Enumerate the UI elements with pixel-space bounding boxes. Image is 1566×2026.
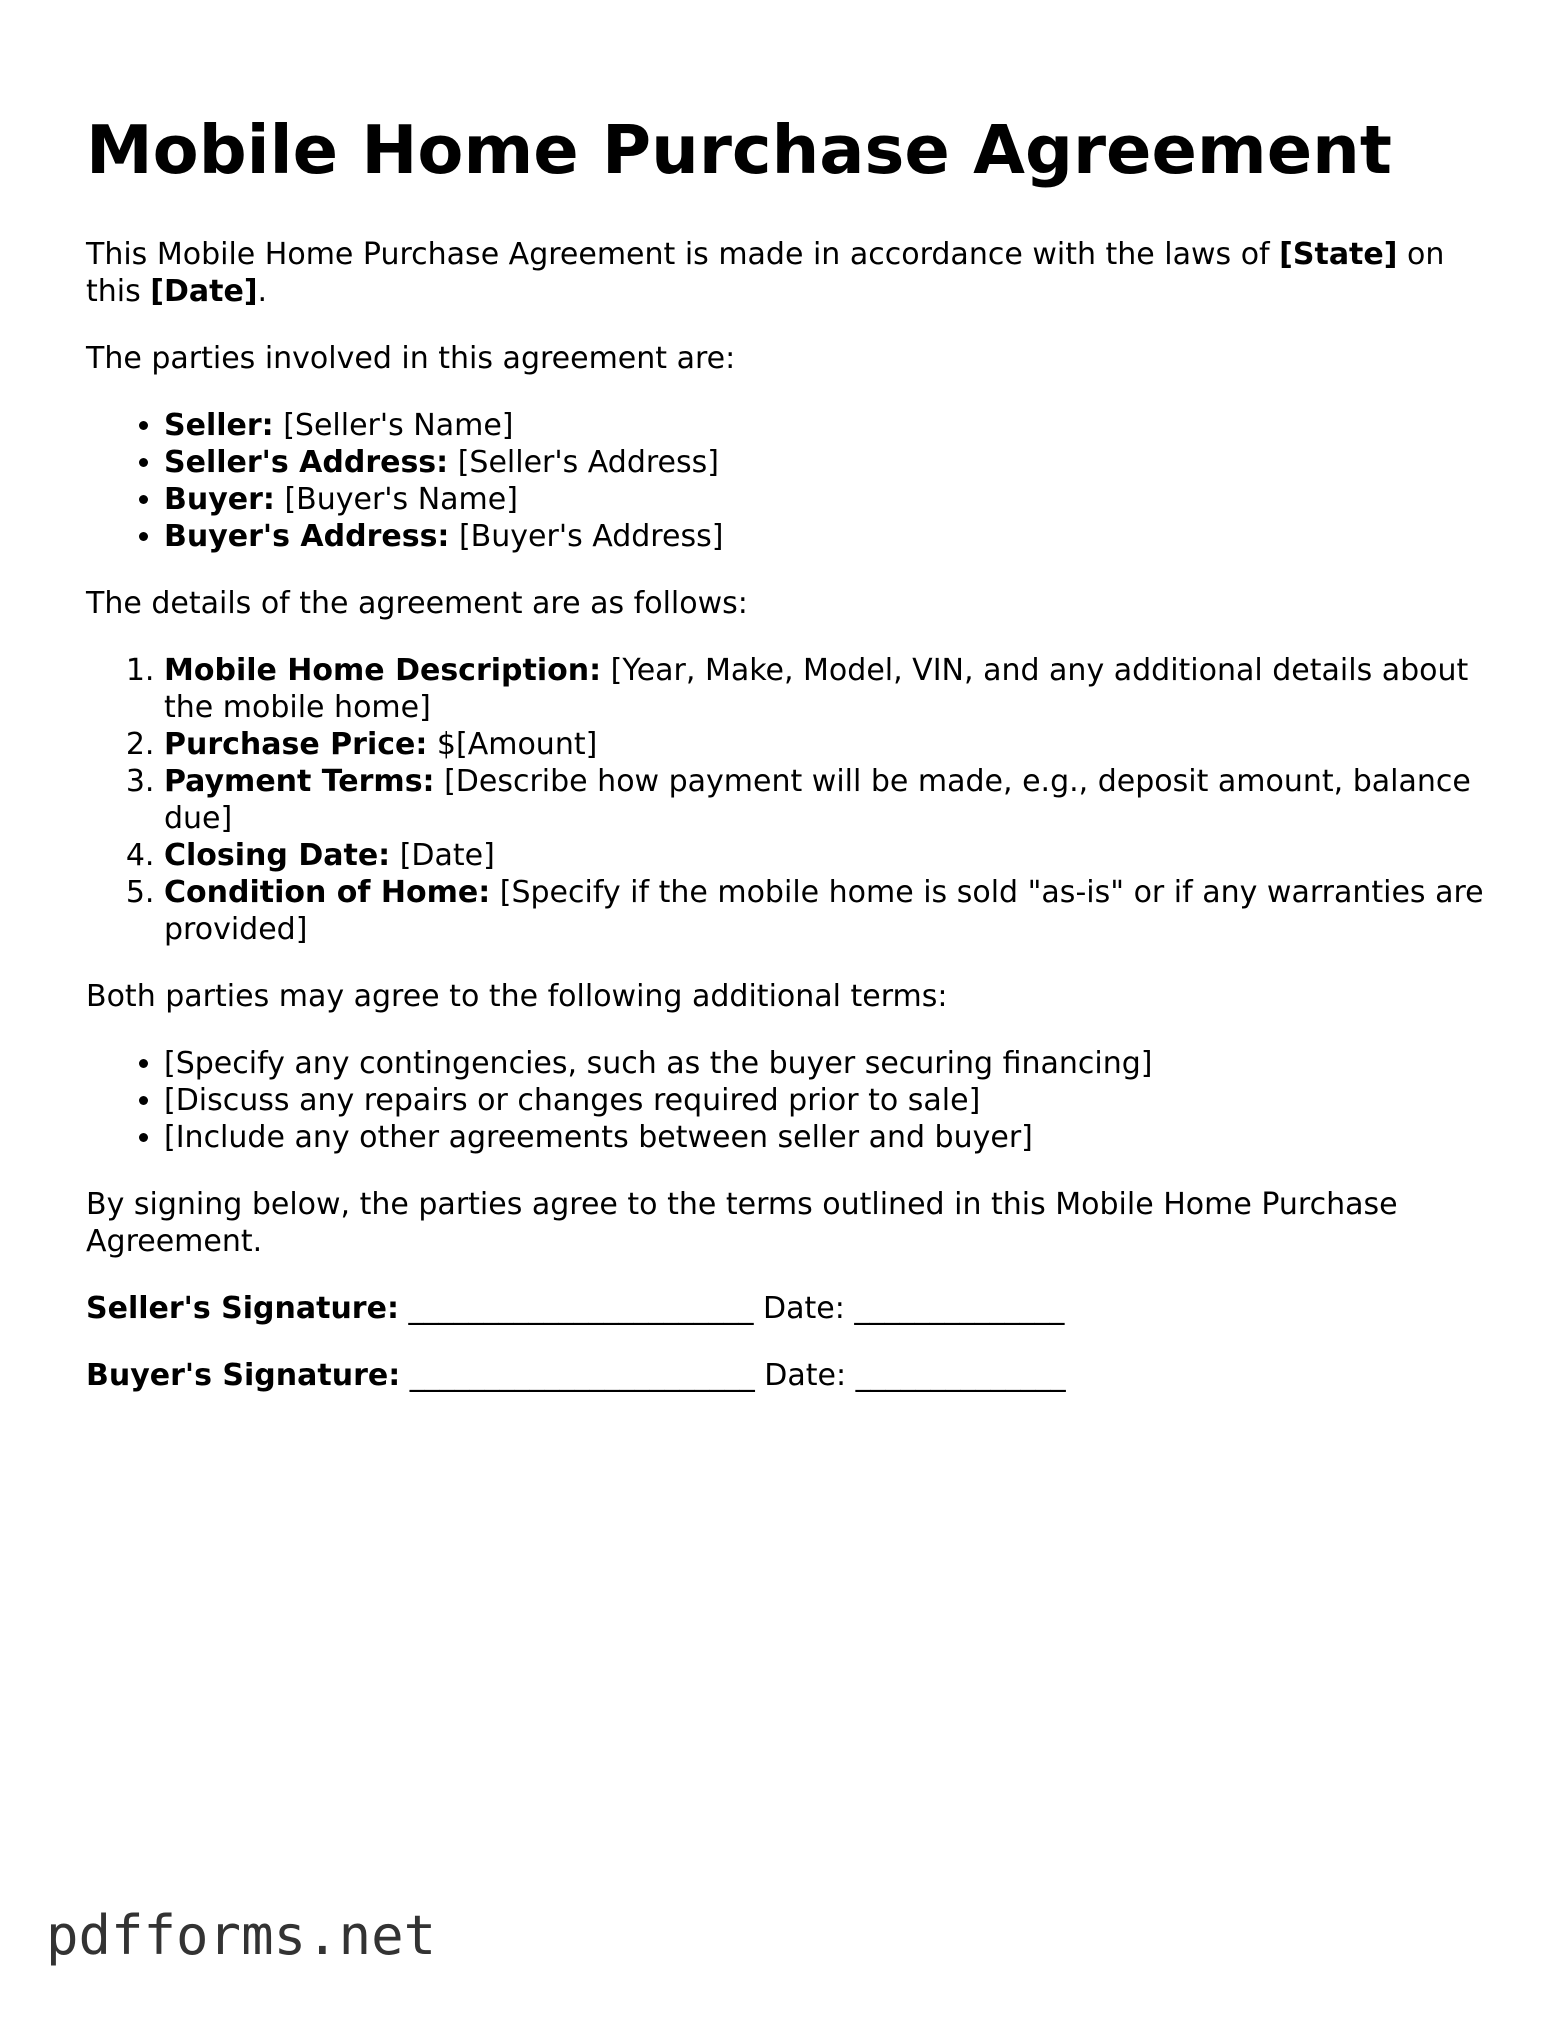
detail-value: [Specify if the mobile home is sold "as-is" or if any warranties are provided]	[164, 875, 1484, 947]
parties-intro: The parties involved in this agreement are:	[86, 341, 736, 376]
detail-value: [Year, Make, Model, VIN, and any additional details about the mobile home]	[164, 653, 1469, 725]
detail-value: [Date]	[390, 838, 495, 873]
intro-text-mid: on this	[86, 237, 1445, 309]
seller-signature-line	[86, 1290, 1486, 1327]
list-item: • [Discuss any repairs or changes required prior to sale]	[164, 1082, 1486, 1119]
party-label: Seller's Address:	[164, 445, 449, 480]
list-item	[164, 444, 1486, 481]
additional-terms-list	[86, 1045, 1486, 1156]
party-label: Buyer's Address:	[164, 519, 450, 554]
list-item	[164, 481, 1486, 518]
buyer-signature-line	[86, 1357, 1486, 1394]
party-value: [Buyer's Name]	[274, 482, 518, 517]
party-label: Buyer:	[164, 482, 275, 517]
details-intro: The details of the agreement are as follows:	[86, 586, 748, 621]
detail-value: [Describe how payment will be made, e.g., deposit amount, balance due]	[164, 764, 1471, 836]
detail-value: $[Amount]	[427, 727, 598, 762]
parties-list	[86, 407, 1486, 555]
closing-statement: By signing below, the parties agree to the terms outlined in this Mobile Home Purchase Agreement.	[86, 1187, 1398, 1259]
intro-text-pre: This Mobile Home Purchase Agreement is made in accordance with the laws of	[86, 237, 1280, 272]
buyer-signature-label: Buyer's Signature:	[86, 1358, 401, 1393]
intro-text-post: .	[257, 274, 268, 309]
detail-label: Payment Terms:	[164, 764, 435, 799]
intro-paragraph	[86, 236, 1486, 310]
party-value: [Seller's Address]	[448, 445, 719, 480]
detail-label: Condition of Home:	[164, 875, 491, 910]
list-item	[164, 652, 1486, 726]
additional-terms-intro: Both parties may agree to the following additional terms:	[86, 979, 948, 1014]
list-item: • [Include any other agreements between seller and buyer]	[164, 1119, 1486, 1156]
seller-signature-blank: _______________________ Date: ______________	[398, 1291, 1065, 1326]
list-item: • [Specify any contingencies, such as the buyer securing financing]	[164, 1045, 1486, 1082]
list-item	[164, 763, 1486, 837]
state-placeholder: [State]	[1279, 237, 1398, 272]
list-item	[164, 726, 1486, 763]
footer-watermark: pdfforms.net	[46, 1904, 437, 1967]
document-page	[86, 110, 1486, 1424]
detail-label: Mobile Home Description:	[164, 653, 602, 688]
details-list	[86, 652, 1486, 948]
party-value: [Buyer's Address]	[449, 519, 724, 554]
list-item	[164, 874, 1486, 948]
date-placeholder: [Date]	[150, 274, 258, 309]
list-item	[164, 518, 1486, 555]
party-value: [Seller's Name]	[273, 408, 514, 443]
list-item	[164, 407, 1486, 444]
buyer-signature-blank: _______________________ Date: ______________	[400, 1358, 1066, 1393]
seller-signature-label: Seller's Signature:	[86, 1291, 399, 1326]
party-label: Seller:	[164, 408, 274, 443]
detail-label: Purchase Price:	[164, 727, 428, 762]
detail-label: Closing Date:	[164, 838, 391, 873]
document-title: Mobile Home Purchase Agreement	[86, 111, 1392, 189]
list-item	[164, 837, 1486, 874]
